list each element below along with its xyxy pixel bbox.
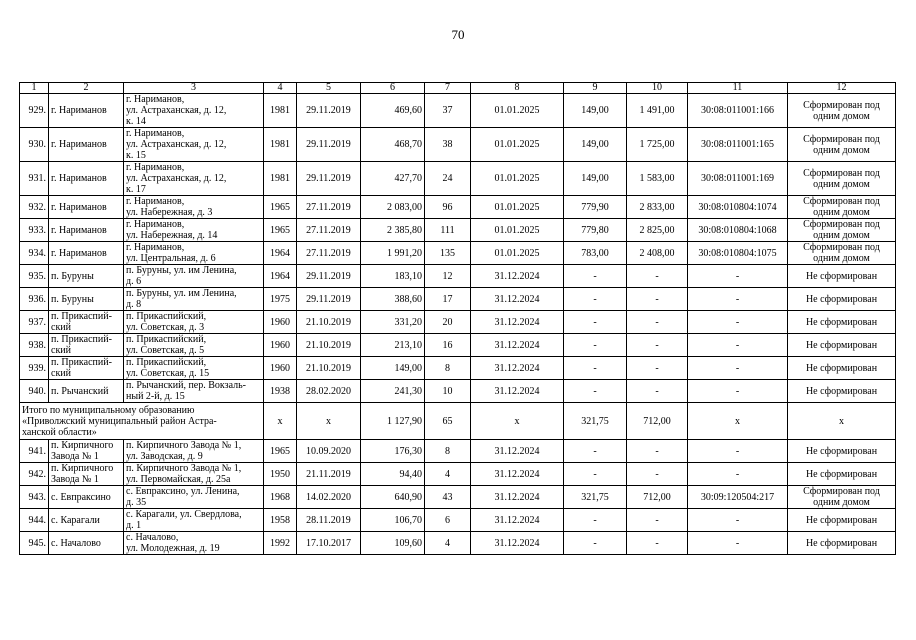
column-10-cell: 2 408,00 xyxy=(627,242,688,265)
date-cell: 29.11.2019 xyxy=(297,288,361,311)
column-9-cell: - xyxy=(564,532,627,555)
column-number-9: 9 xyxy=(564,83,627,94)
status-cell: Не сформирован xyxy=(788,440,896,463)
area-cell: 388,60 xyxy=(361,288,425,311)
cadastre-cell: 30:08:010804:1074 xyxy=(688,196,788,219)
date-cell: 29.11.2019 xyxy=(297,162,361,196)
deadline-cell: 31.12.2024 xyxy=(471,509,564,532)
address-cell: п. Прикаспийский, ул. Советская, д. 5 xyxy=(124,334,264,357)
year-cell: 1965 xyxy=(264,196,297,219)
date-cell: x xyxy=(297,403,361,440)
status-cell: Сформирован под одним домом xyxy=(788,219,896,242)
date-cell: 27.11.2019 xyxy=(297,196,361,219)
column-9-cell: - xyxy=(564,265,627,288)
date-cell: 21.10.2019 xyxy=(297,311,361,334)
column-number-11: 11 xyxy=(688,83,788,94)
table-row xyxy=(20,334,896,357)
table-row xyxy=(20,463,896,486)
column-10-cell: 1 491,00 xyxy=(627,94,688,128)
area-cell: 94,40 xyxy=(361,463,425,486)
column-9-cell: - xyxy=(564,357,627,380)
table-row xyxy=(20,532,896,555)
cadastre-cell: 30:08:011001:165 xyxy=(688,128,788,162)
year-cell: 1964 xyxy=(264,242,297,265)
settlement-cell: г. Нариманов xyxy=(49,128,124,162)
row-number-cell: 940. xyxy=(20,380,49,403)
area-cell: 2 083,00 xyxy=(361,196,425,219)
deadline-cell: 01.01.2025 xyxy=(471,242,564,265)
row-number-cell: 941. xyxy=(20,440,49,463)
deadline-cell: 01.01.2025 xyxy=(471,162,564,196)
residents-cell: 38 xyxy=(425,128,471,162)
address-cell: г. Нариманов, ул. Набережная, д. 14 xyxy=(124,219,264,242)
residents-cell: 4 xyxy=(425,532,471,555)
date-cell: 27.11.2019 xyxy=(297,242,361,265)
status-cell: Не сформирован xyxy=(788,380,896,403)
year-cell: 1981 xyxy=(264,162,297,196)
cadastre-cell: - xyxy=(688,509,788,532)
area-cell: 183,10 xyxy=(361,265,425,288)
status-cell: x xyxy=(788,403,896,440)
year-cell: 1950 xyxy=(264,463,297,486)
row-number-cell: 944. xyxy=(20,509,49,532)
column-9-cell: 779,90 xyxy=(564,196,627,219)
deadline-cell: 01.01.2025 xyxy=(471,196,564,219)
address-cell: п. Кирпичного Завода № 1, ул. Заводская, д. 9 xyxy=(124,440,264,463)
status-cell: Не сформирован xyxy=(788,532,896,555)
year-cell: x xyxy=(264,403,297,440)
column-9-cell: 783,00 xyxy=(564,242,627,265)
column-10-cell: - xyxy=(627,265,688,288)
residents-cell: 96 xyxy=(425,196,471,219)
settlement-cell: п. Прикаспий- ский xyxy=(49,334,124,357)
column-number-7: 7 xyxy=(425,83,471,94)
year-cell: 1975 xyxy=(264,288,297,311)
cadastre-cell: - xyxy=(688,334,788,357)
cadastre-cell: - xyxy=(688,463,788,486)
address-cell: п. Кирпичного Завода № 1, ул. Первомайская, д. 25а xyxy=(124,463,264,486)
cadastre-cell: 30:08:011001:169 xyxy=(688,162,788,196)
page-number: 70 xyxy=(451,27,465,42)
date-cell: 28.02.2020 xyxy=(297,380,361,403)
status-cell: Сформирован под одним домом xyxy=(788,128,896,162)
area-cell: 241,30 xyxy=(361,380,425,403)
deadline-cell: 01.01.2025 xyxy=(471,128,564,162)
cadastre-cell: 30:08:011001:166 xyxy=(688,94,788,128)
status-cell: Не сформирован xyxy=(788,288,896,311)
row-number-cell: 934. xyxy=(20,242,49,265)
year-cell: 1965 xyxy=(264,440,297,463)
address-cell: п. Рычанский, пер. Вокзаль- ный 2-й, д. 15 xyxy=(124,380,264,403)
deadline-cell: 31.12.2024 xyxy=(471,311,564,334)
settlement-cell: с. Началово xyxy=(49,532,124,555)
column-10-cell: - xyxy=(627,334,688,357)
cadastre-cell: 30:09:120504:217 xyxy=(688,486,788,509)
column-number-row xyxy=(20,83,896,94)
residents-cell: 8 xyxy=(425,440,471,463)
column-9-cell: 149,00 xyxy=(564,94,627,128)
cadastre-cell: 30:08:010804:1075 xyxy=(688,242,788,265)
area-cell: 469,60 xyxy=(361,94,425,128)
settlement-cell: с. Евпраксино xyxy=(49,486,124,509)
settlement-cell: п. Кирпичного Завода № 1 xyxy=(49,463,124,486)
deadline-cell: 31.12.2024 xyxy=(471,334,564,357)
date-cell: 28.11.2019 xyxy=(297,509,361,532)
column-number-8: 8 xyxy=(471,83,564,94)
year-cell: 1964 xyxy=(264,265,297,288)
address-cell: г. Нариманов, ул. Астраханская, д. 12, к. 15 xyxy=(124,128,264,162)
deadline-cell: 31.12.2024 xyxy=(471,532,564,555)
residents-cell: 24 xyxy=(425,162,471,196)
column-number-6: 6 xyxy=(361,83,425,94)
row-number-cell: 942. xyxy=(20,463,49,486)
column-9-cell: - xyxy=(564,311,627,334)
column-number-2: 2 xyxy=(49,83,124,94)
cadastre-cell: - xyxy=(688,288,788,311)
date-cell: 17.10.2017 xyxy=(297,532,361,555)
column-10-cell: - xyxy=(627,311,688,334)
date-cell: 21.10.2019 xyxy=(297,334,361,357)
settlement-cell: г. Нариманов xyxy=(49,196,124,219)
status-cell: Сформирован под одним домом xyxy=(788,242,896,265)
deadline-cell: 31.12.2024 xyxy=(471,357,564,380)
status-cell: Не сформирован xyxy=(788,311,896,334)
column-9-cell: 321,75 xyxy=(564,486,627,509)
table-row xyxy=(20,288,896,311)
table-row xyxy=(20,440,896,463)
row-number-cell: 933. xyxy=(20,219,49,242)
column-10-cell: - xyxy=(627,440,688,463)
column-number-3: 3 xyxy=(124,83,264,94)
row-number-cell: 938. xyxy=(20,334,49,357)
column-number-1: 1 xyxy=(20,83,49,94)
table-row xyxy=(20,357,896,380)
table-row xyxy=(20,196,896,219)
address-cell: г. Нариманов, ул. Набережная, д. 3 xyxy=(124,196,264,219)
date-cell: 21.11.2019 xyxy=(297,463,361,486)
cadastre-cell: - xyxy=(688,380,788,403)
deadline-cell: 31.12.2024 xyxy=(471,463,564,486)
residents-cell: 16 xyxy=(425,334,471,357)
column-10-cell: 1 725,00 xyxy=(627,128,688,162)
status-cell: Сформирован под одним домом xyxy=(788,94,896,128)
column-9-cell: - xyxy=(564,334,627,357)
residents-cell: 37 xyxy=(425,94,471,128)
residents-cell: 111 xyxy=(425,219,471,242)
row-number-cell: 930. xyxy=(20,128,49,162)
deadline-cell: 31.12.2024 xyxy=(471,380,564,403)
status-cell: Не сформирован xyxy=(788,509,896,532)
settlement-cell: г. Нариманов xyxy=(49,242,124,265)
table-row xyxy=(20,219,896,242)
year-cell: 1960 xyxy=(264,357,297,380)
row-number-cell: 945. xyxy=(20,532,49,555)
cadastre-cell: - xyxy=(688,357,788,380)
year-cell: 1960 xyxy=(264,334,297,357)
column-9-cell: - xyxy=(564,440,627,463)
residents-cell: 135 xyxy=(425,242,471,265)
column-9-cell: - xyxy=(564,288,627,311)
table-row xyxy=(20,94,896,128)
address-cell: г. Нариманов, ул. Астраханская, д. 12, к. 14 xyxy=(124,94,264,128)
cadastre-cell: x xyxy=(688,403,788,440)
area-cell: 468,70 xyxy=(361,128,425,162)
table-row xyxy=(20,128,896,162)
deadline-cell: 01.01.2025 xyxy=(471,94,564,128)
address-cell: п. Прикаспийский, ул. Советская, д. 15 xyxy=(124,357,264,380)
deadline-cell: 31.12.2024 xyxy=(471,265,564,288)
column-number-4: 4 xyxy=(264,83,297,94)
column-10-cell: - xyxy=(627,532,688,555)
column-9-cell: 321,75 xyxy=(564,403,627,440)
area-cell: 331,20 xyxy=(361,311,425,334)
deadline-cell: 01.01.2025 xyxy=(471,219,564,242)
address-cell: г. Нариманов, ул. Центральная, д. 6 xyxy=(124,242,264,265)
settlement-cell: г. Нариманов xyxy=(49,219,124,242)
row-number-cell: 937. xyxy=(20,311,49,334)
row-number-cell: 932. xyxy=(20,196,49,219)
cadastre-cell: - xyxy=(688,265,788,288)
residents-cell: 65 xyxy=(425,403,471,440)
settlement-cell: п. Буруны xyxy=(49,288,124,311)
residents-cell: 20 xyxy=(425,311,471,334)
residents-cell: 17 xyxy=(425,288,471,311)
area-cell: 2 385,80 xyxy=(361,219,425,242)
table-row xyxy=(20,265,896,288)
column-10-cell: 712,00 xyxy=(627,486,688,509)
column-9-cell: 779,80 xyxy=(564,219,627,242)
column-9-cell: - xyxy=(564,380,627,403)
column-number-5: 5 xyxy=(297,83,361,94)
column-10-cell: 712,00 xyxy=(627,403,688,440)
area-cell: 427,70 xyxy=(361,162,425,196)
residents-cell: 12 xyxy=(425,265,471,288)
settlement-cell: г. Нариманов xyxy=(49,162,124,196)
column-9-cell: 149,00 xyxy=(564,128,627,162)
cadastre-cell: - xyxy=(688,440,788,463)
address-cell: п. Буруны, ул. им Ленина, д. 8 xyxy=(124,288,264,311)
date-cell: 29.11.2019 xyxy=(297,265,361,288)
row-number-cell: 943. xyxy=(20,486,49,509)
residents-cell: 10 xyxy=(425,380,471,403)
status-cell: Сформирован под одним домом xyxy=(788,162,896,196)
year-cell: 1981 xyxy=(264,128,297,162)
settlement-cell: п. Рычанский xyxy=(49,380,124,403)
address-cell: с. Карагали, ул. Свердлова, д. 1 xyxy=(124,509,264,532)
column-number-12: 12 xyxy=(788,83,896,94)
table-row xyxy=(20,380,896,403)
residents-cell: 43 xyxy=(425,486,471,509)
area-cell: 640,90 xyxy=(361,486,425,509)
deadline-cell: 31.12.2024 xyxy=(471,288,564,311)
residents-cell: 8 xyxy=(425,357,471,380)
row-number-cell: 936. xyxy=(20,288,49,311)
column-10-cell: 1 583,00 xyxy=(627,162,688,196)
status-cell: Сформирован под одним домом xyxy=(788,486,896,509)
table-row xyxy=(20,242,896,265)
area-cell: 1 127,90 xyxy=(361,403,425,440)
column-10-cell: - xyxy=(627,288,688,311)
table-row xyxy=(20,486,896,509)
row-number-cell: 929. xyxy=(20,94,49,128)
residents-cell: 6 xyxy=(425,509,471,532)
address-cell: п. Буруны, ул. им Ленина, д. 6 xyxy=(124,265,264,288)
column-10-cell: - xyxy=(627,463,688,486)
settlement-cell: с. Карагали xyxy=(49,509,124,532)
column-10-cell: - xyxy=(627,509,688,532)
date-cell: 10.09.2020 xyxy=(297,440,361,463)
date-cell: 21.10.2019 xyxy=(297,357,361,380)
column-10-cell: - xyxy=(627,380,688,403)
status-cell: Не сформирован xyxy=(788,357,896,380)
year-cell: 1958 xyxy=(264,509,297,532)
area-cell: 149,00 xyxy=(361,357,425,380)
year-cell: 1968 xyxy=(264,486,297,509)
area-cell: 106,70 xyxy=(361,509,425,532)
settlement-cell: п. Прикаспий- ский xyxy=(49,357,124,380)
settlement-cell: п. Прикаспий- ский xyxy=(49,311,124,334)
column-10-cell: 2 825,00 xyxy=(627,219,688,242)
column-number-10: 10 xyxy=(627,83,688,94)
address-cell: г. Нариманов, ул. Астраханская, д. 12, к. 17 xyxy=(124,162,264,196)
column-10-cell: 2 833,00 xyxy=(627,196,688,219)
cadastre-cell: - xyxy=(688,311,788,334)
area-cell: 176,30 xyxy=(361,440,425,463)
table-row xyxy=(20,162,896,196)
year-cell: 1938 xyxy=(264,380,297,403)
date-cell: 29.11.2019 xyxy=(297,128,361,162)
date-cell: 14.02.2020 xyxy=(297,486,361,509)
housing-registry-table xyxy=(19,82,896,555)
row-number-cell: 939. xyxy=(20,357,49,380)
date-cell: 27.11.2019 xyxy=(297,219,361,242)
year-cell: 1960 xyxy=(264,311,297,334)
area-cell: 1 991,20 xyxy=(361,242,425,265)
deadline-cell: 31.12.2024 xyxy=(471,440,564,463)
row-number-cell: 931. xyxy=(20,162,49,196)
address-cell: с. Началово, ул. Молодежная, д. 19 xyxy=(124,532,264,555)
date-cell: 29.11.2019 xyxy=(297,94,361,128)
column-9-cell: - xyxy=(564,509,627,532)
year-cell: 1992 xyxy=(264,532,297,555)
table-row xyxy=(20,509,896,532)
year-cell: 1965 xyxy=(264,219,297,242)
settlement-cell: п. Кирпичного Завода № 1 xyxy=(49,440,124,463)
address-cell: п. Прикаспийский, ул. Советская, д. 3 xyxy=(124,311,264,334)
deadline-cell: x xyxy=(471,403,564,440)
cadastre-cell: 30:08:010804:1068 xyxy=(688,219,788,242)
table-row xyxy=(20,311,896,334)
subtotal-label-cell: Итого по муниципальному образованию «Приволжский муниципальный район Астра- ханской области» xyxy=(20,403,264,440)
status-cell: Не сформирован xyxy=(788,265,896,288)
subtotal-row xyxy=(20,403,896,440)
status-cell: Сформирован под одним домом xyxy=(788,196,896,219)
column-9-cell: - xyxy=(564,463,627,486)
column-10-cell: - xyxy=(627,357,688,380)
address-cell: с. Евпраксино, ул. Ленина, д. 35 xyxy=(124,486,264,509)
row-number-cell: 935. xyxy=(20,265,49,288)
settlement-cell: г. Нариманов xyxy=(49,94,124,128)
status-cell: Не сформирован xyxy=(788,463,896,486)
year-cell: 1981 xyxy=(264,94,297,128)
residents-cell: 4 xyxy=(425,463,471,486)
deadline-cell: 31.12.2024 xyxy=(471,486,564,509)
status-cell: Не сформирован xyxy=(788,334,896,357)
column-9-cell: 149,00 xyxy=(564,162,627,196)
cadastre-cell: - xyxy=(688,532,788,555)
settlement-cell: п. Буруны xyxy=(49,265,124,288)
area-cell: 213,10 xyxy=(361,334,425,357)
area-cell: 109,60 xyxy=(361,532,425,555)
